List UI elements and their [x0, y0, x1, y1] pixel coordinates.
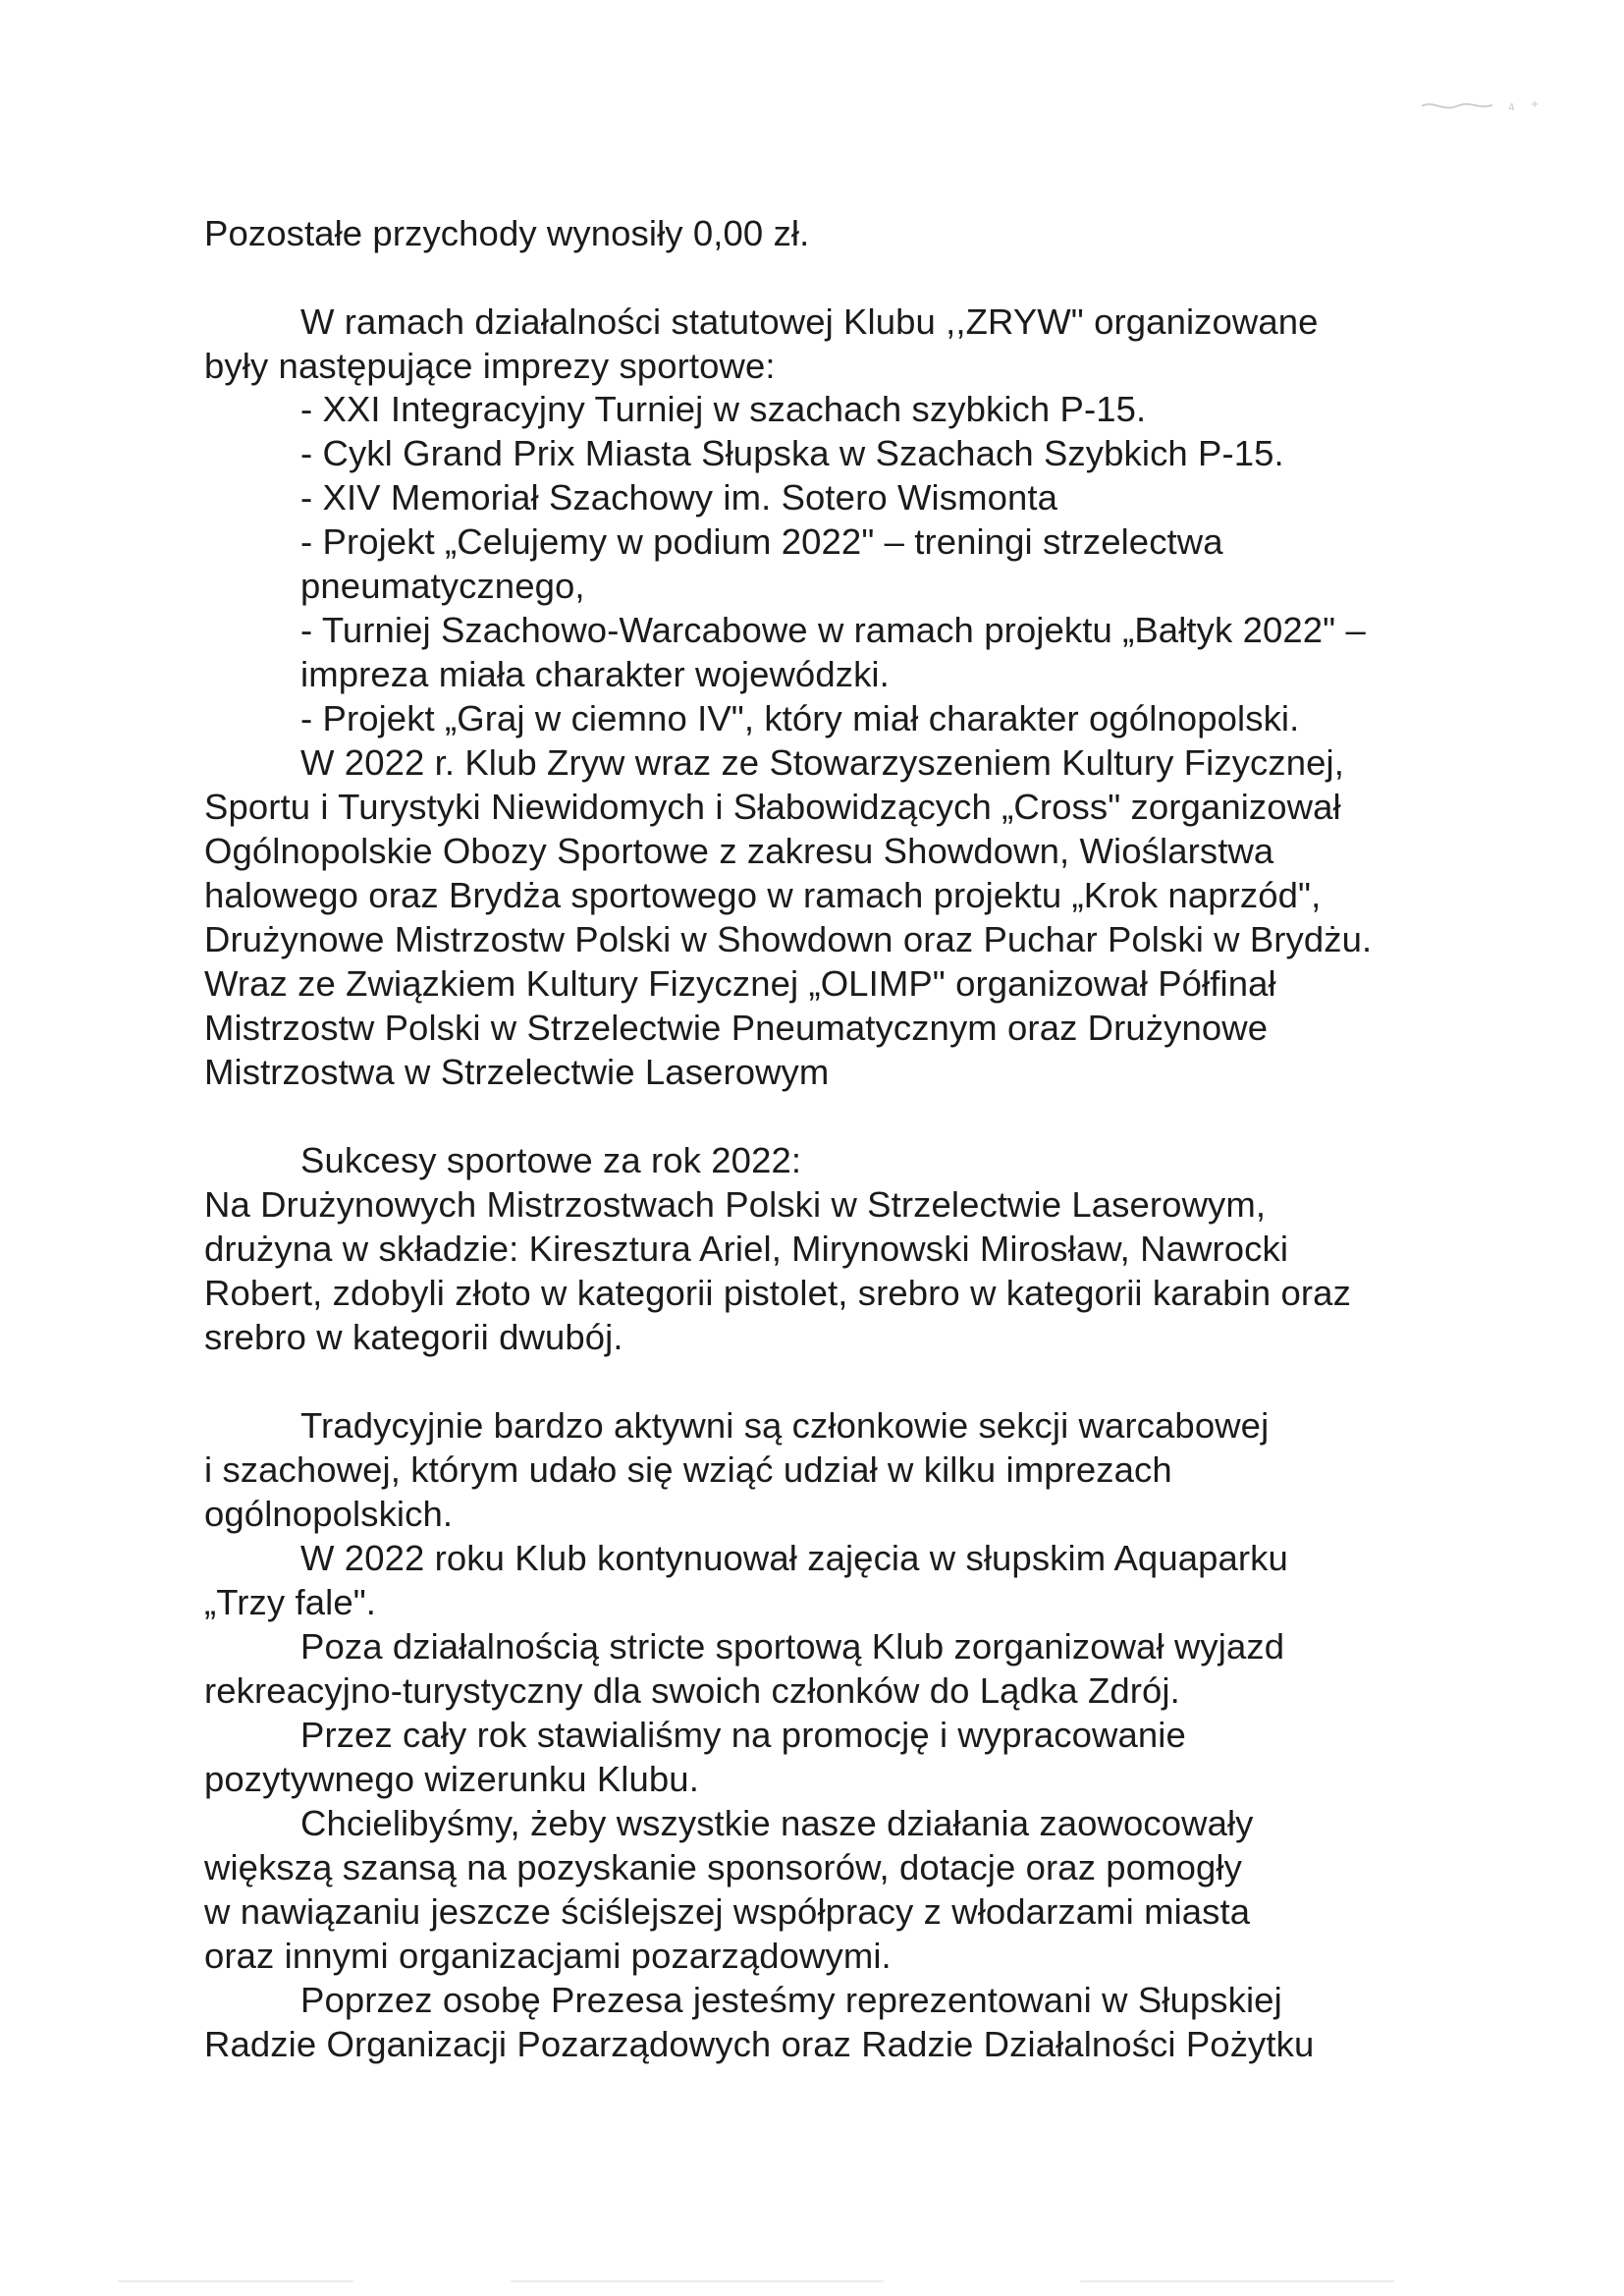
text-line: oraz innymi organizacjami pozarządowymi. — [204, 1936, 892, 1976]
text-line: Przez cały rok stawialiśmy na promocję i wypracowanie — [300, 1715, 1186, 1755]
text-line: Ogólnopolskie Obozy Sportowe z zakresu Showdown, Wioślarstwa — [204, 831, 1274, 871]
list-item: - XXI Integracyjny Turniej w szachach szybkich P-15. — [300, 389, 1147, 429]
text-line: pozytywnego wizerunku Klubu. — [204, 1759, 699, 1799]
scan-edge-artifact — [0, 2278, 1624, 2284]
text-line: Poza działalnością stricte sportową Klub zorganizował wyjazd — [300, 1626, 1285, 1667]
handwritten-page-mark — [1414, 96, 1561, 118]
list-item: - XIV Memoriał Szachowy im. Sotero Wismonta — [300, 477, 1058, 518]
list-item: - Cykl Grand Prix Miasta Słupska w Szachach Szybkich P-15. — [300, 433, 1284, 473]
text-line: srebro w kategorii dwubój. — [204, 1317, 623, 1357]
list-item-continuation: impreza miała charakter wojewódzki. — [300, 654, 890, 694]
text-line: halowego oraz Brydża sportowego w ramach projektu „Krok naprzód", — [204, 875, 1322, 915]
text-line: Radzie Organizacji Pozarządowych oraz Radzie Działalności Pożytku — [204, 2024, 1315, 2064]
page-number-scribble: 4 — [1507, 102, 1516, 114]
list-item: - Projekt „Celujemy w podium 2022" – treningi strzelectwa — [300, 521, 1223, 562]
text-line: W ramach działalności statutowej Klubu ,,ZRYW" organizowane — [300, 301, 1319, 342]
text-line: W 2022 r. Klub Zryw wraz ze Stowarzyszeniem Kultury Fizycznej, — [300, 742, 1344, 783]
text-line: Na Drużynowych Mistrzostwach Polski w Strzelectwie Laserowym, — [204, 1184, 1267, 1225]
text-line: rekreacyjno-turystyczny dla swoich członków do Lądka Zdrój. — [204, 1670, 1180, 1711]
text-line: W 2022 roku Klub kontynuował zajęcia w słupskim Aquaparku — [300, 1538, 1288, 1578]
text-line: Chcielibyśmy, żeby wszystkie nasze działania zaowocowały — [300, 1803, 1254, 1843]
text-line: Sportu i Turystyki Niewidomych i Słabowidzących „Cross" zorganizował — [204, 787, 1341, 827]
text-line: Pozostałe przychody wynosiły 0,00 zł. — [204, 213, 810, 253]
text-line: były następujące imprezy sportowe: — [204, 346, 776, 386]
text-line: Tradycyjnie bardzo aktywni są członkowie sekcji warcabowej — [300, 1405, 1270, 1446]
text-line: w nawiązaniu jeszcze ściślejszej współpracy z włodarzami miasta — [204, 1891, 1251, 1932]
list-item: - Projekt „Graj w ciemno IV", który miał charakter ogólnopolski. — [300, 698, 1300, 738]
text-line: Wraz ze Związkiem Kultury Fizycznej „OLIMP" organizował Półfinał — [204, 963, 1276, 1004]
text-line: większą szansą na pozyskanie sponsorów, dotacje oraz pomogły — [204, 1847, 1242, 1887]
text-line: Robert, zdobyli złoto w kategorii pistolet, srebro w kategorii karabin oraz — [204, 1273, 1351, 1313]
text-line: Mistrzostwa w Strzelectwie Laserowym — [204, 1052, 830, 1092]
section-heading: Sukcesy sportowe za rok 2022: — [300, 1140, 802, 1180]
text-line: i szachowej, którym udało się wziąć udział w kilku imprezach — [204, 1449, 1172, 1490]
list-item: - Turniej Szachowo-Warcabowe w ramach projektu „Bałtyk 2022" – — [300, 610, 1366, 650]
text-line: Drużynowe Mistrzostw Polski w Showdown oraz Puchar Polski w Brydżu. — [204, 919, 1373, 959]
text-line: „Trzy fale". — [204, 1582, 377, 1622]
text-line: Mistrzostw Polski w Strzelectwie Pneumatycznym oraz Drużynowe — [204, 1008, 1269, 1048]
text-line: ogólnopolskich. — [204, 1494, 454, 1534]
list-item-continuation: pneumatycznego, — [300, 566, 585, 606]
text-line: Poprzez osobę Prezesa jesteśmy reprezentowani w Słupskiej — [300, 1980, 1282, 2020]
text-line: drużyna w składzie: Kiresztura Ariel, Mirynowski Mirosław, Nawrocki — [204, 1229, 1289, 1269]
